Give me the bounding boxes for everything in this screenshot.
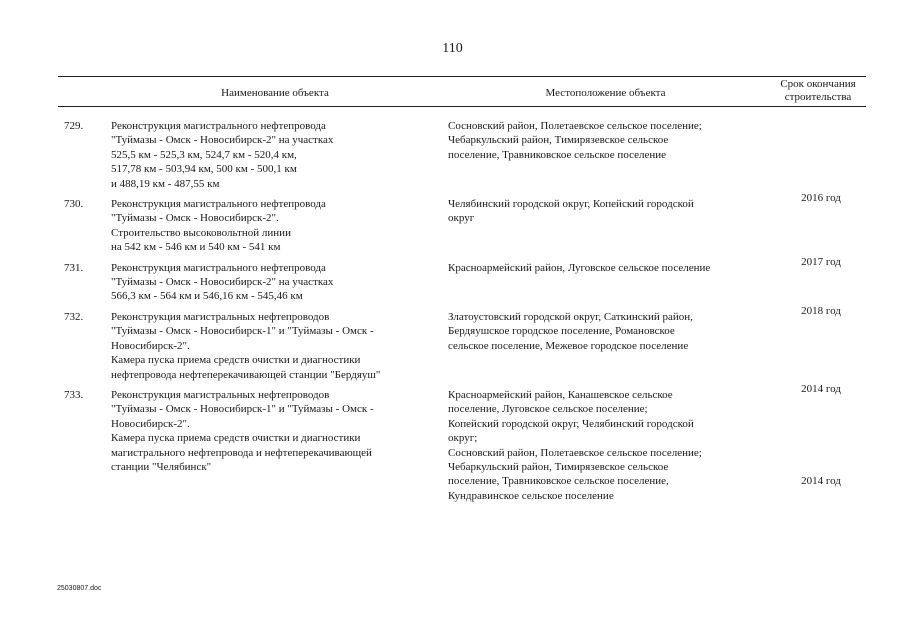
row-number: 733. (64, 388, 84, 401)
column-header-term-line1: Срок окончания (780, 78, 856, 90)
object-location-line: Красноармейский район, Канашевское сельское (448, 388, 673, 401)
object-name-line: нефтепровода нефтеперекачивающей станции "Бердяуш" (111, 368, 381, 381)
object-name-line: Реконструкция магистрального нефтепровода (111, 198, 326, 211)
object-name-line: "Туймазы - Омск - Новосибирск-1" и "Туймазы - Омск - (111, 403, 374, 416)
object-name-line: Реконструкция магистрального нефтепровода (111, 120, 326, 132)
row-number: 732. (64, 310, 84, 323)
object-location-line: Сосновский район, Полетаевское сельское поселение; (448, 446, 702, 459)
object-location-line: округ; (448, 432, 478, 445)
object-location-line: поселение, Луговское сельское поселение; (448, 403, 648, 416)
column-header-term (766, 78, 870, 104)
object-name-line: Реконструкция магистрального нефтепровода (111, 261, 326, 274)
object-location-line: Кундравинское сельское поселение (448, 489, 614, 502)
object-location-line: Чебаркульский район, Тимирязевское сельское (448, 460, 669, 473)
object-location-line: округ (448, 212, 475, 225)
object-name-line: Новосибирск-2". (111, 339, 190, 352)
object-location (448, 261, 758, 275)
object-location-line: Бердяушское городское поселение, Романовское (448, 325, 675, 338)
object-name-line: на 542 км - 546 км и 540 км - 541 км (111, 241, 281, 254)
construction-term: 2014 год (801, 475, 841, 488)
column-header-location: Местоположение объекта (545, 87, 666, 99)
construction-term: 2014 год (801, 382, 841, 395)
object-name (111, 261, 441, 304)
object-name (111, 197, 441, 255)
object-location-line: поселение, Травниковское сельское поселение, (448, 475, 669, 488)
object-location-line: поселение, Травниковское сельское поселение (448, 148, 667, 161)
footer-filename: 25030807.doc (57, 585, 102, 592)
table-header-rule (58, 106, 866, 107)
table-row (0, 388, 905, 502)
object-name-line: Новосибирск-2". (111, 417, 190, 430)
object-name (111, 310, 441, 382)
object-name-line: и 488,19 км - 487,55 км (111, 177, 220, 190)
object-location (448, 119, 758, 162)
object-name-line: Строительство высоковольтной линии (111, 226, 291, 239)
object-location-line: Чебаркульский район, Тимирязевское сельское (448, 134, 669, 147)
object-location (448, 197, 758, 226)
object-location (448, 388, 758, 503)
column-header-name: Наименование объекта (221, 87, 329, 99)
object-name-line: 525,5 км - 525,3 км, 524,7 км - 520,4 км, (111, 148, 297, 161)
object-location-line: сельское поселение, Межевое городское поселение (448, 339, 689, 352)
object-name (111, 388, 441, 474)
table-top-rule (58, 76, 866, 77)
object-name-line: 517,78 км - 503,94 км, 500 км - 500,1 км (111, 163, 297, 176)
construction-term: 2016 год (801, 192, 841, 205)
row-number: 730. (64, 198, 84, 211)
row-number: 731. (64, 261, 84, 274)
object-name-line: магистрального нефтепровода и нефтеперекачивающей (111, 446, 372, 459)
object-name-line: Реконструкция магистральных нефтепроводов (111, 388, 330, 401)
object-name-line: Реконструкция магистральных нефтепроводов (111, 310, 330, 323)
construction-term: 2017 год (801, 255, 841, 268)
object-name (111, 119, 441, 191)
column-header-term-line2: строительства (784, 91, 852, 103)
object-location-line: Челябинский городской округ, Копейский городской (448, 198, 694, 211)
table-body (0, 119, 905, 502)
construction-term: 2018 год (801, 304, 841, 317)
object-name-line: Камера пуска приема средств очистки и диагностики (111, 354, 361, 367)
object-name-line: "Туймазы - Омск - Новосибирск-2" на участках (111, 134, 334, 147)
object-location (448, 310, 758, 353)
row-number: 729. (64, 120, 84, 132)
page-number: 110 (442, 41, 463, 56)
object-location-line: Сосновский район, Полетаевское сельское поселение; (448, 120, 702, 132)
object-name-line: 566,3 км - 564 км и 546,16 км - 545,46 км (111, 290, 303, 303)
object-name-line: "Туймазы - Омск - Новосибирск-1" и "Туймазы - Омск - (111, 325, 374, 338)
object-location-line: Копейский городской округ, Челябинский городской (448, 417, 694, 430)
object-name-line: "Туймазы - Омск - Новосибирск-2". (111, 212, 279, 225)
object-location-line: Красноармейский район, Луговское сельское поселение (448, 261, 711, 274)
object-name-line: "Туймазы - Омск - Новосибирск-2" на участках (111, 276, 334, 289)
object-location-line: Златоустовский городской округ, Саткинский район, (448, 310, 693, 323)
object-name-line: Камера пуска приема средств очистки и диагностики (111, 432, 361, 445)
object-name-line: станции "Челябинск" (111, 460, 212, 473)
